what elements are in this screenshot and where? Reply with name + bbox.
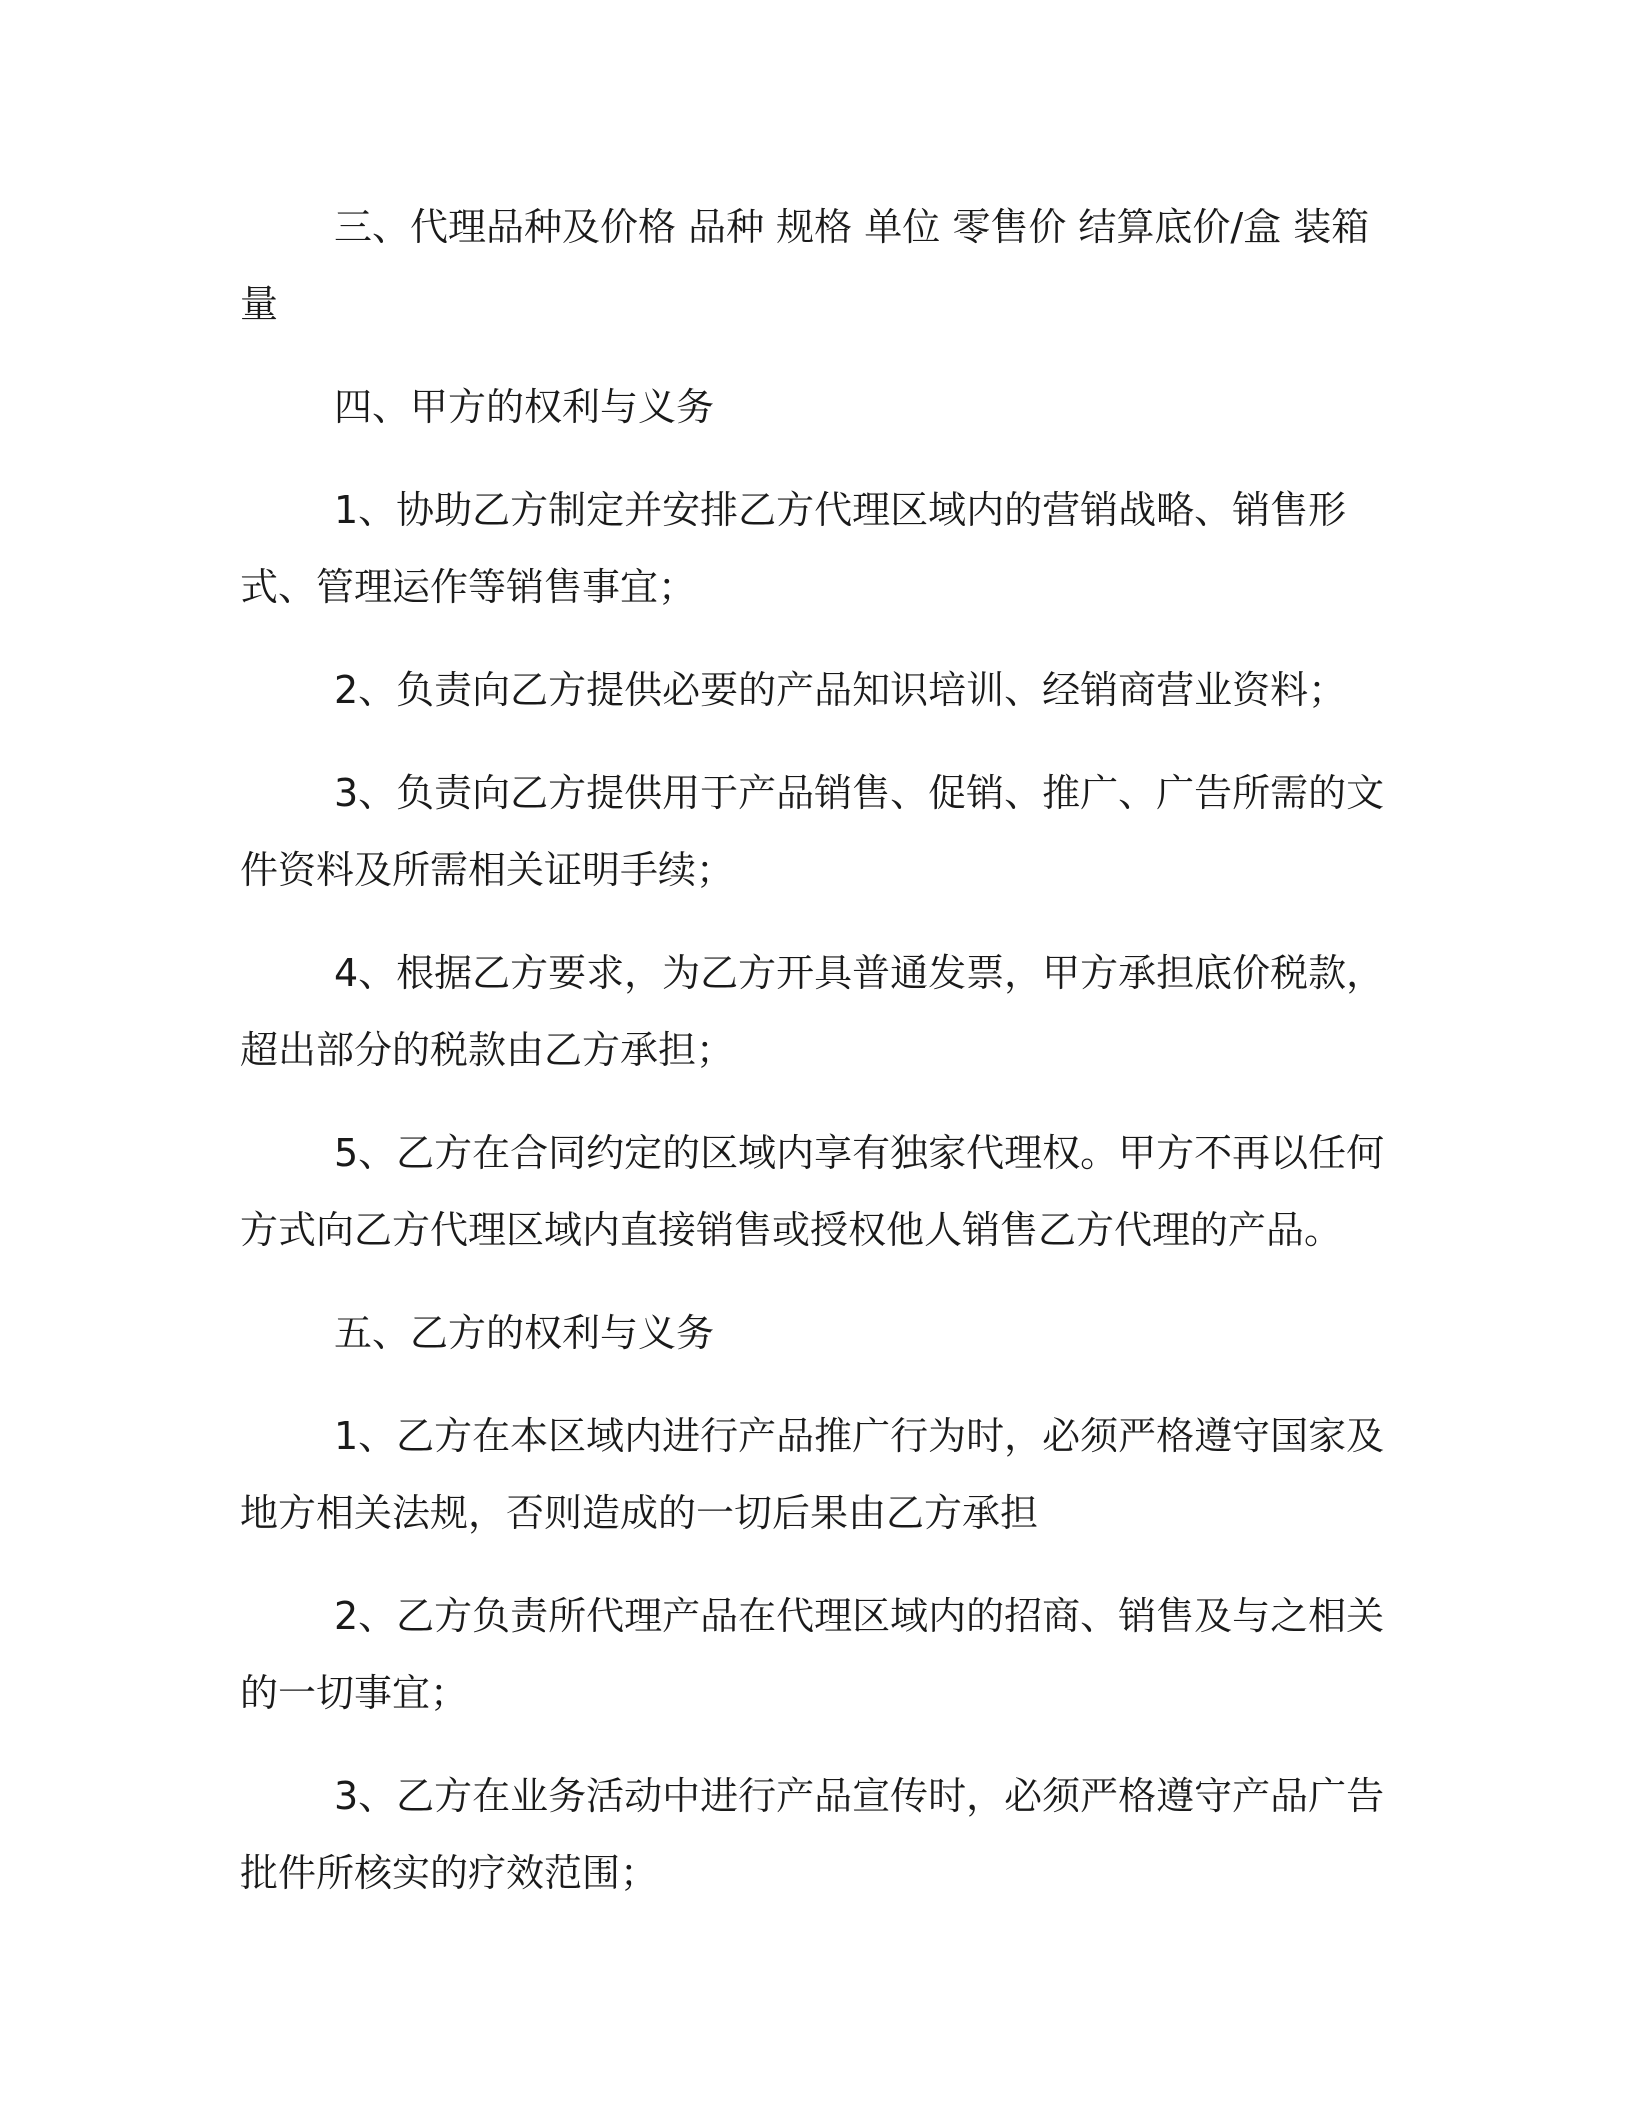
section-heading-4: 四、甲方的权利与义务 [334,385,715,429]
clause-5-2: 2、乙方负责所代理产品在代理区域内的招商、销售及与之相关的一切事宜； [240,1594,1385,1715]
section-heading-5: 五、乙方的权利与义务 [334,1311,715,1355]
clause-4-3: 3、负责向乙方提供用于产品销售、促销、推广、广告所需的文件资料及所需相关证明手续； [240,771,1385,892]
clause-4-5: 5、乙方在合同约定的区域内享有独家代理权。甲方不再以任何方式向乙方代理区域内直接销售或授权他人销售乙方代理的产品。 [240,1131,1385,1252]
clause-4-2: 2、负责向乙方提供必要的产品知识培训、经销商营业资料； [334,668,1347,712]
document-body [240,189,1400,1938]
section-heading-3: 三、代理品种及价格 品种 规格 单位 零售价 结算底价/盒 装箱量 [240,205,1370,326]
clause-5-1: 1、乙方在本区域内进行产品推广行为时，必须严格遵守国家及地方相关法规，否则造成的一切后果由乙方承担 [240,1414,1385,1535]
clause-4-1: 1、协助乙方制定并安排乙方代理区域内的营销战略、销售形式、管理运作等销售事宜； [240,488,1347,609]
clause-5-3: 3、乙方在业务活动中进行产品宣传时，必须严格遵守产品广告批件所核实的疗效范围； [240,1774,1385,1895]
clause-4-4: 4、根据乙方要求，为乙方开具普通发票，甲方承担底价税款，超出部分的税款由乙方承担； [240,951,1385,1072]
